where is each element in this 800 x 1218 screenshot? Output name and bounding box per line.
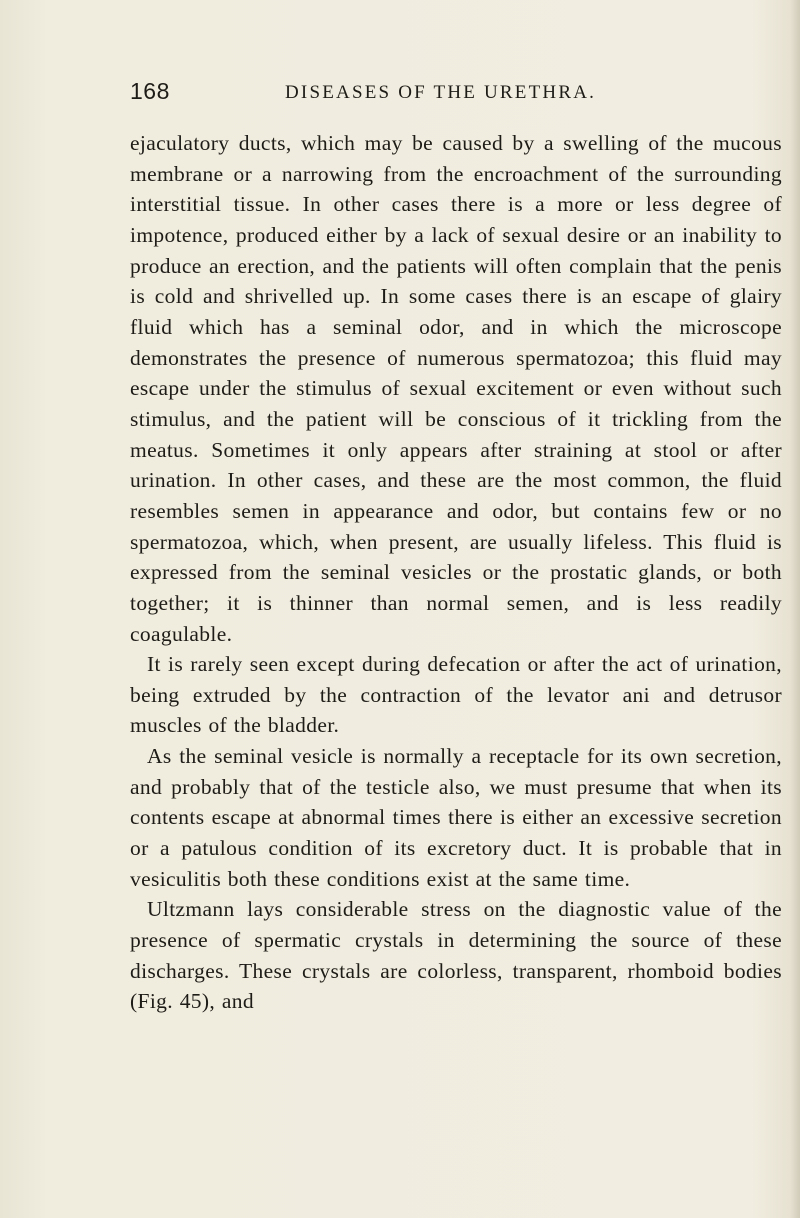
running-title: DISEASES OF THE URETHRA. — [285, 82, 597, 103]
paragraph-3: As the seminal vesicle is normally a receptacle for its own secretion, and probably that of the testicle also, we must presume that when its contents escape at abnormal times there is either an excessive secretion or a patulous condition of its excretory duct. It is probable that in vesiculitis both these conditions exist at the same time. — [130, 744, 782, 891]
page-edge-shadow — [790, 0, 800, 1218]
paragraph-1: ejaculatory ducts, which may be caused by a swelling of the mucous membrane or a narrowing from the encroachment of the surrounding interstitial tissue. In other cases there is a more or less degree of impotence, produced either by a lack of sexual desire or an inability to produce an erection, and the patients will often complain that the penis is cold and shrivelled up. In some cases there is an escape of glairy fluid which has a seminal odor, and in which the microscope demonstrates the presence of numerous spermatozoa; this fluid may escape under the stimulus of sexual excitement or even without such stimulus, and the patient will be conscious of it trickling from the meatus. Sometimes it only appears after straining at stool or after urination. In other cases, and these are the most common, the fluid resembles semen in appearance and odor, but contains few or no spermatozoa, which, when present, are usually lifeless. This fluid is expressed from the seminal vesicles or the prostatic glands, or both together; it is thinner than normal semen, and is less readily coagulable. — [130, 131, 782, 646]
paragraph-2: It is rarely seen except during defecation or after the act of urination, being extruded by the contraction of the levator ani and detrusor muscles of the bladder. — [130, 652, 782, 738]
body-text — [130, 128, 782, 1017]
running-head — [130, 78, 770, 112]
paragraph-4: Ultzmann lays considerable stress on the diagnostic value of the presence of spermatic crystals in determining the source of these discharges. These crystals are colorless, transparent, rhomboid bodies (Fig. 45), and — [130, 897, 782, 1014]
page-number: 168 — [130, 78, 170, 104]
